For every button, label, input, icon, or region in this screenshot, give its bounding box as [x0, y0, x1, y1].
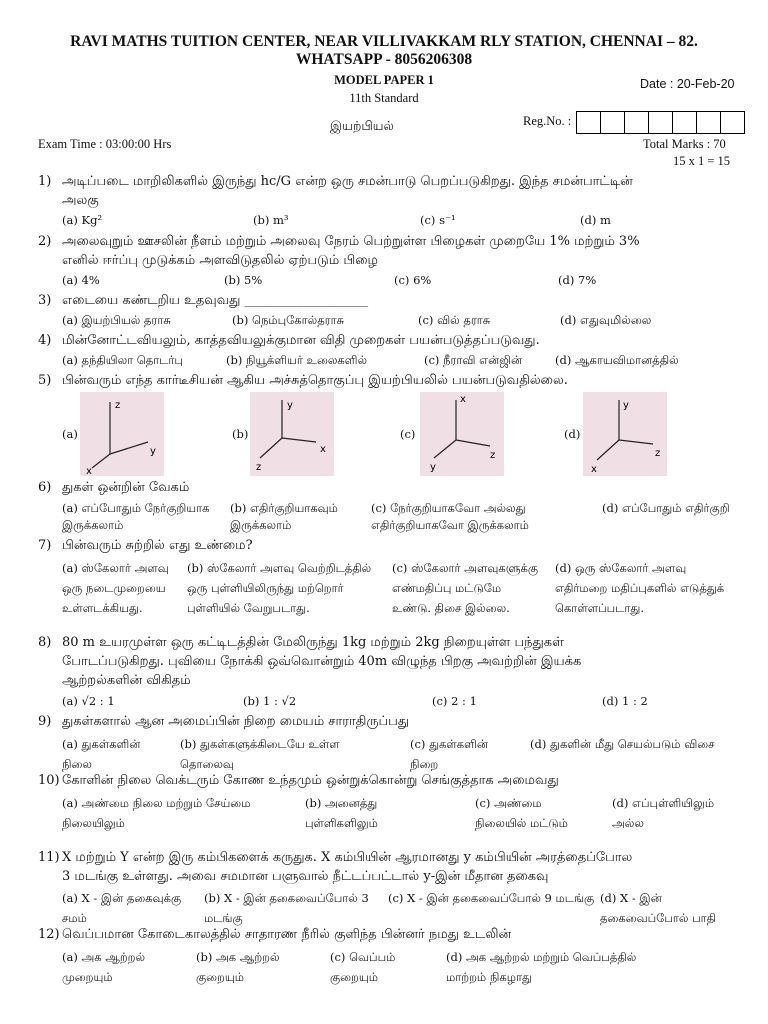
axes-svg — [80, 392, 164, 476]
axis-label: x — [320, 444, 326, 455]
option-d[interactable]: (d) ஆகாயவிமானத்தில் — [555, 353, 679, 367]
axis-label: z — [490, 450, 496, 461]
whatsapp-number: WHATSAPP - 8056206308 — [295, 51, 473, 68]
question-text: போடப்படுகிறது. புவியை நோக்கி ஒவ்வொன்றும் 40m விழுந்த பிறகு அவற்றின் இயக்க — [62, 654, 582, 669]
axes-diagram-b — [250, 392, 334, 476]
question-text: துகள் ஒன்றின் வேகம் — [62, 480, 190, 495]
option-b[interactable]: (b) ஸ்கேலார் அளவு வெற்றிடத்தில் ஒரு புள்ளியிலிருந்து மற்றொர் புள்ளியில் வேறுபடாது. — [187, 561, 372, 615]
option-a[interactable]: (a) அண்மை நிலை மற்றும் சேய்மை நிலையிலும் — [62, 796, 251, 830]
reg-no-boxes[interactable] — [577, 111, 745, 134]
exam-date: Date : 20-Feb-20 — [640, 77, 735, 91]
option-a[interactable]: (a) தந்தியிலா தொடர்பு — [62, 353, 183, 367]
axis-line — [456, 440, 490, 446]
option-b[interactable]: (b) நியூக்ளியர் உலைகளில் — [226, 353, 367, 367]
option-b[interactable]: (b) துகள்களுக்கிடையே உள்ள தொலைவு — [180, 737, 340, 771]
option-b[interactable]: (b) m³ — [253, 213, 289, 227]
option-a[interactable]: (a) ஸ்கேலார் அளவு ஒரு நடைமுறையை உள்ளடக்கியது. — [62, 561, 169, 615]
option-a[interactable]: (a) — [62, 427, 78, 441]
option-b[interactable]: (b) நெம்புகோல்தராசு — [232, 313, 345, 327]
axes-diagram-a — [80, 392, 164, 476]
option-d[interactable]: (d) துகளின் மீது செயல்படும் விசை — [530, 737, 715, 751]
option-c[interactable]: (c) 6% — [394, 273, 432, 287]
reg-box[interactable] — [624, 111, 649, 134]
option-d[interactable]: (d) — [564, 427, 581, 441]
axis-line — [434, 440, 456, 458]
option-c[interactable]: (c) வெப்பம் குறையும் — [330, 950, 396, 984]
question-number: 4) — [38, 333, 52, 348]
option-d[interactable]: (d) அக ஆற்றல் மற்றும் வெப்பத்தில் மாற்றம் நிகழாது — [446, 950, 637, 984]
question-text: அடிப்படை மாறிலிகளில் இருந்து hc/G என்ற ஒரு சமன்பாடு பெறப்படுகிறது. இந்த சமன்பாட்டின் — [62, 174, 633, 189]
option-c[interactable]: (c) அண்மை நிலையில் மட்டும் — [475, 796, 568, 830]
question-text: வெப்பமான கோடைகாலத்தில் சாதாரண நீரில் குளிந்த பின்னர் நமது உடலின் — [62, 927, 512, 942]
question-text: கோளின் நிலை வெக்டரும் கோண உந்தமும் ஒன்றுக்கொன்று செங்குத்தாக அமைவது — [62, 773, 559, 788]
question-number: 11) — [38, 850, 60, 865]
option-d[interactable]: (d) m — [580, 213, 611, 227]
axis-label: z — [115, 400, 121, 411]
axis-label: z — [256, 462, 262, 473]
reg-box[interactable] — [672, 111, 697, 134]
question-text: X மற்றும் Y என்ற இரு கம்பிகளைக் கருதுக. X கம்பியின் ஆரமானது y கம்பியின் அரத்தைப்போல — [62, 850, 633, 865]
option-a[interactable]: (a) இயற்பியல் தராசு — [62, 313, 171, 327]
axes-diagram-d — [583, 392, 667, 476]
option-c[interactable]: (c) துகள்களின் நிறை — [410, 737, 489, 771]
axis-label: z — [655, 448, 661, 459]
reg-box[interactable] — [600, 111, 625, 134]
reg-box[interactable] — [696, 111, 721, 134]
question-text: எடையை கண்டறிய உதவுவது ___________________ — [62, 293, 369, 308]
question-number: 2) — [38, 234, 52, 249]
option-c[interactable]: (c) நேர்குறியாகவோ அல்லது எதிர்குறியாகவோ இருக்கலாம் — [371, 501, 529, 532]
exam-time: Exam Time : 03:00:00 Hrs — [38, 137, 172, 151]
axis-label: y — [150, 446, 156, 457]
question-number: 7) — [38, 538, 52, 553]
axis-line — [619, 440, 653, 444]
option-c[interactable]: (c) ஸ்கேலார் அளவுகளுக்கு எண்மதிப்பு மட்டுமே உண்டு. திசை இல்லை. — [392, 561, 539, 615]
option-a[interactable]: (a) Kg² — [62, 213, 103, 227]
option-d[interactable]: (d) எதுவுமில்லை — [560, 313, 652, 327]
option-c[interactable]: (c) s⁻¹ — [420, 213, 456, 227]
option-b[interactable]: (b) — [232, 427, 249, 441]
option-d[interactable]: (d) 7% — [558, 273, 597, 287]
question-number: 6) — [38, 480, 52, 495]
question-text: பின்வரும் எந்த கார்டீசியன் ஆகிய அச்சுத்தொகுப்பு இயற்பியலில் பயன்படுவதில்லை. — [62, 373, 568, 388]
option-b[interactable]: (b) 5% — [224, 273, 263, 287]
center-name: RAVI MATHS TUITION CENTER, NEAR VILLIVAKKAM RLY STATION, CHENNAI – 82. — [70, 33, 698, 50]
axis-label: x — [460, 394, 466, 405]
axis-label: x — [591, 464, 597, 475]
question-text: பின்வரும் சுற்றில் எது உண்மை? — [62, 538, 253, 553]
question-text: அலகு — [62, 193, 99, 208]
question-number: 12) — [38, 927, 60, 942]
question-text: துகள்களால் ஆன அமைப்பின் நிறை மையம் சாராதிருப்பது — [62, 714, 410, 729]
option-d[interactable]: (d) எப்போதும் எதிர்குறி — [602, 501, 730, 515]
question-text: ஆற்றல்களின் விகிதம் — [62, 673, 191, 688]
axis-line — [110, 442, 148, 454]
axis-line — [597, 440, 619, 460]
reg-box[interactable] — [576, 111, 601, 134]
question-text: அலைவுறும் ஊசலின் நீளம் மற்றும் அலைவு நேரம் பெற்றுள்ள பிழைகள் முறையே 1% மற்றும் 3% — [62, 234, 640, 249]
option-d[interactable]: (d) X - இன் தகைவைப்போல் பாதி — [600, 891, 717, 925]
standard: 11th Standard — [349, 91, 419, 105]
reg-box[interactable] — [648, 111, 673, 134]
axis-label: y — [287, 400, 293, 411]
option-d[interactable]: (d) எப்புள்ளியிலும் அல்ல — [612, 796, 715, 830]
subject: இயற்பியல் — [330, 118, 394, 133]
option-d[interactable]: (d) 1 : 2 — [602, 694, 648, 708]
option-b[interactable]: (b) எதிர்குறியாகவும் இருக்கலாம் — [230, 501, 338, 532]
question-number: 5) — [38, 373, 52, 388]
option-b[interactable]: (b) 1 : √2 — [243, 694, 297, 708]
axis-label: y — [430, 462, 436, 473]
question-text: எனில் ஈர்ப்பு முடுக்கம் அளவிடுதலில் ஏற்படும் பிழை — [62, 253, 378, 268]
option-a[interactable]: (a) X - இன் தகைவுக்கு சமம் — [62, 891, 182, 925]
question-text: மின்னோட்டவியலும், காத்தவியலுக்குமான விதி முறைகள் பயன்படுத்தப்படுவது. — [62, 333, 540, 348]
question-number: 1) — [38, 174, 52, 189]
option-a[interactable]: (a) எப்போதும் நேர்குறியாக இருக்கலாம் — [62, 501, 210, 532]
option-c[interactable]: (c) நீராவி என்ஜின் — [424, 353, 523, 367]
axes-svg — [250, 392, 334, 476]
question-text: 3 மடங்கு உள்ளது. அவை சமமான பளுவால் நீட்டப்பட்டால் y-இன் மீதான தகைவு — [62, 869, 549, 884]
axes-diagram-c — [420, 392, 504, 476]
option-c[interactable]: (c) 2 : 1 — [432, 694, 477, 708]
option-a[interactable]: (a) √2 : 1 — [62, 694, 115, 708]
total-marks: Total Marks : 70 — [643, 137, 726, 151]
section-marks: 15 x 1 = 15 — [673, 154, 731, 168]
reg-no-label: Reg.No. : — [523, 114, 572, 128]
question-number: 10) — [38, 773, 60, 788]
axis-line — [282, 438, 316, 442]
option-a[interactable]: (a) அக ஆற்றல் முறையும் — [62, 950, 146, 984]
axis-label: y — [623, 400, 629, 411]
reg-box[interactable] — [720, 111, 745, 134]
axes-svg — [420, 392, 504, 476]
option-c[interactable]: (c) — [400, 427, 416, 441]
option-d[interactable]: (d) ஒரு ஸ்கேலார் அளவு எதிர்மறை மதிப்புகளில் எடுத்துக் கொள்ளப்படாது. — [555, 561, 725, 615]
paper-title: MODEL PAPER 1 — [334, 73, 434, 87]
axis-label: x — [86, 466, 92, 476]
question-number: 9) — [38, 714, 52, 729]
option-b[interactable]: (b) அக ஆற்றல் குறையும் — [196, 950, 280, 984]
axes-svg — [583, 392, 667, 476]
question-number: 8) — [38, 635, 52, 650]
option-c[interactable]: (c) வில் தராசு — [418, 313, 491, 327]
option-a[interactable]: (a) 4% — [62, 273, 100, 287]
question-text: 80 m உயரமுள்ள ஒரு கட்டிடத்தின் மேலிருந்து 1kg மற்றும் 2kg நிறையுள்ள பந்துகள் — [62, 635, 564, 650]
question-number: 3) — [38, 293, 52, 308]
option-b[interactable]: (b) அனைத்து புள்ளிகளிலும் — [305, 796, 378, 830]
option-c[interactable]: (c) X - இன் தகைவைப்போல் 9 மடங்கு — [388, 891, 595, 905]
axis-line — [260, 438, 282, 458]
option-a[interactable]: (a) துகள்களின் நிலை — [62, 737, 141, 771]
option-b[interactable]: (b) X - இன் தகைவைப்போல் 3 மடங்கு — [204, 891, 369, 925]
axis-line — [92, 454, 110, 468]
